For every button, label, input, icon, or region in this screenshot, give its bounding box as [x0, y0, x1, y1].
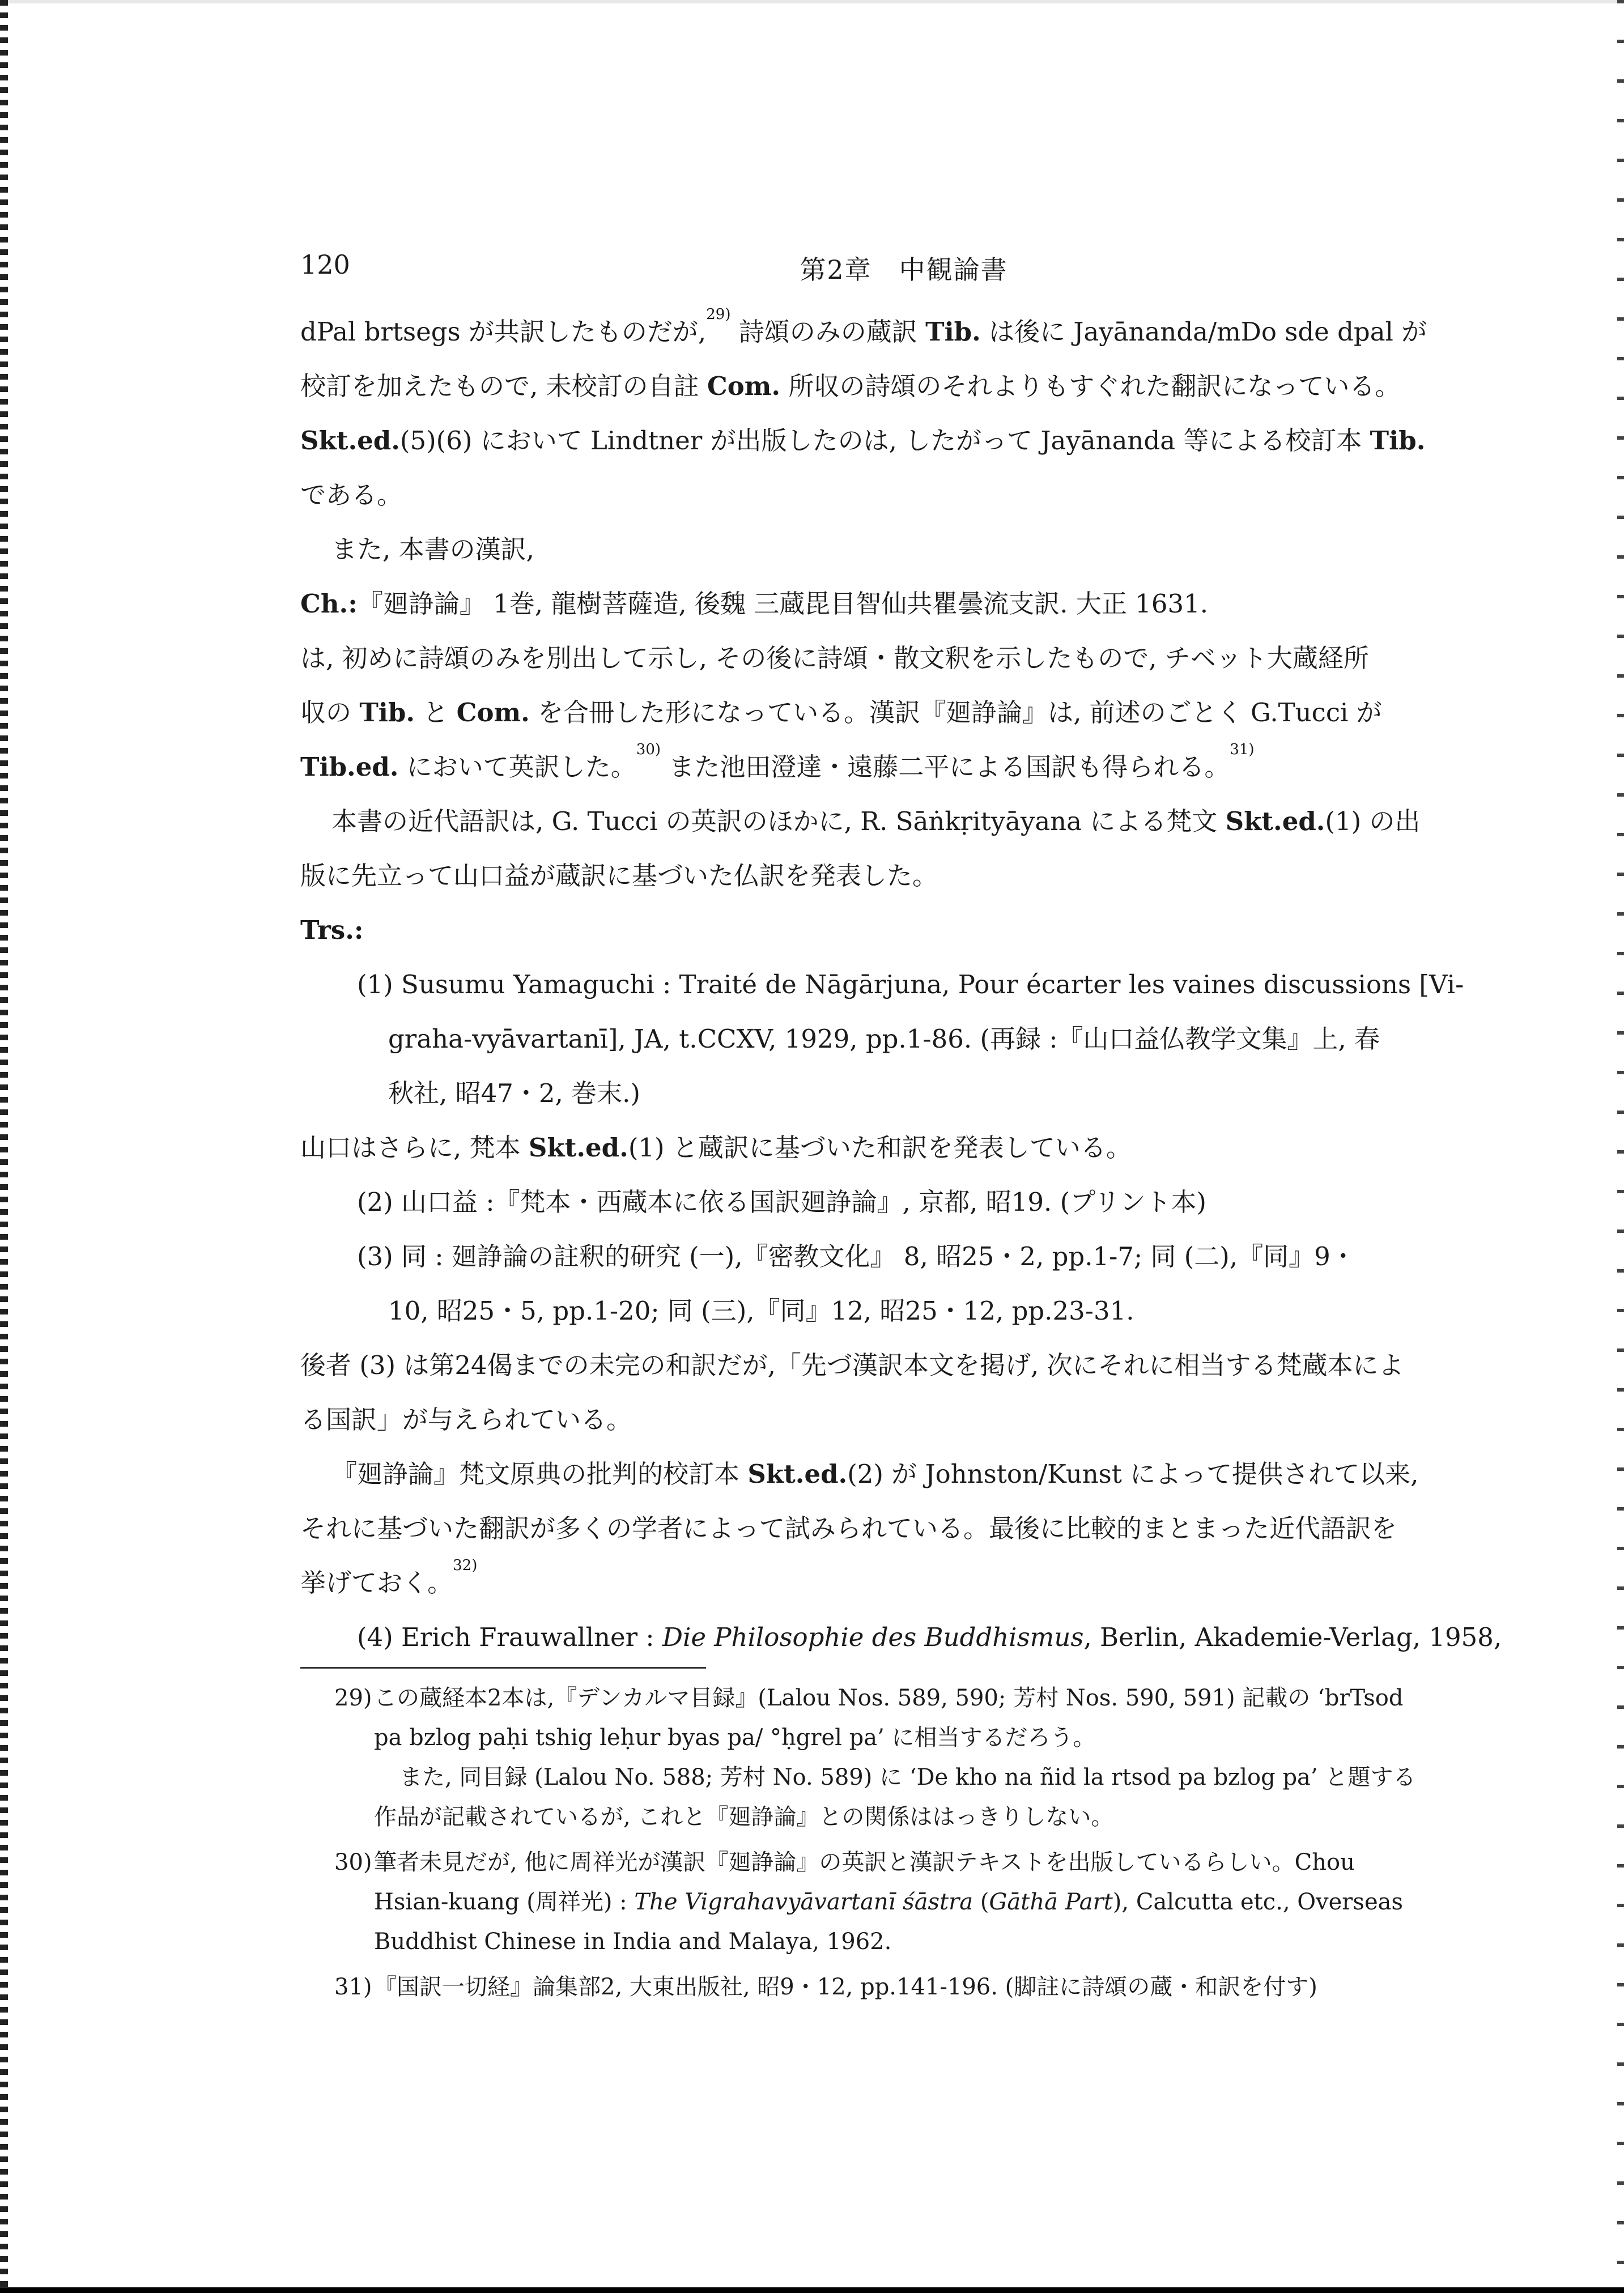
page-number: 120 — [300, 249, 350, 280]
scan-bottom-edge — [0, 2287, 1624, 2293]
text-run: 本書の近代語訳は, G. Tucci の英訳のほかに, R. Sāṅkṛityāyana による梵文 — [331, 806, 1226, 836]
footnotes — [334, 1678, 1507, 2013]
text-line: は, 初めに詩頌のみを別出して示し, その後に詩頌・散文釈を示したもので, チベット大蔵経所 — [300, 643, 1369, 673]
abbrev-tib: Tib. — [1370, 426, 1426, 456]
footnote-line: 作品が記載されているが, これと『廻諍論』との関係ははっきりしない。 — [374, 1804, 1114, 1830]
footnote-number: 29) — [334, 1685, 372, 1711]
footnote-number: 31) — [334, 1974, 372, 2000]
text-line — [300, 686, 1507, 740]
footnote-number: 30) — [334, 1849, 372, 1875]
text-run: (5)(6) において Lindtner が出版したのは, したがって Jayānanda 等による校訂本 — [399, 426, 1370, 456]
text-run: は後に Jayānanda/mDo sde dpal が — [980, 317, 1427, 347]
abbrev-com: Com. — [456, 697, 530, 728]
abbrev-trs: Trs.: — [300, 915, 364, 945]
translation-item-cont: graha-vyāvartanī], JA, t.CCXV, 1929, pp.1-86. (再録 :『山口益仏教学文集』上, 春 — [388, 1024, 1380, 1054]
text-run: 校訂を加えたもので, 未校訂の自註 — [300, 371, 707, 401]
scan-right-edge — [1617, 0, 1624, 2293]
page-header — [300, 249, 1507, 289]
chapter-title: 第2章 中観論書 — [800, 254, 1008, 285]
text-run: において英訳した。 — [398, 752, 636, 782]
footnote-ref: 31) — [1230, 741, 1255, 758]
text-run: (4) Erich Frauwallner : — [357, 1622, 662, 1652]
footnote-line: また, 同目録 (Lalou No. 588; 芳村 No. 589) に ‘De kho na ñid la rtsod pa bzlog pa’ と題する — [399, 1764, 1416, 1790]
text-line — [300, 794, 1507, 849]
translation-item-cont: 10, 昭25・5, pp.1-20; 同 (三),『同』12, 昭25・12, pp.23-31. — [388, 1296, 1134, 1326]
abbrev-skt-ed: Skt.ed. — [1225, 806, 1325, 836]
abbrev-tib-ed: Tib.ed. — [300, 752, 399, 782]
text-run: 『国訳一切経』論集部2, 大東出版社, 昭9・12, pp.141-196. (脚註に詩頌の蔵・和訳を付す) — [374, 1974, 1317, 2000]
text-run: と — [415, 697, 457, 728]
footnote-line: pa bzlog paḥi tshig leḥur byas pa/ °ḥgrel pa’ に相当するだろう。 — [374, 1725, 1096, 1751]
text-line — [300, 1121, 1507, 1175]
text-run: Hsian-kuang (周祥光) : — [374, 1889, 635, 1915]
text-line — [300, 305, 1507, 359]
text-run: 挙げておく。 — [300, 1568, 453, 1598]
footnote-ref: 30) — [636, 741, 661, 758]
footnote-separator — [300, 1667, 706, 1669]
text-line — [300, 359, 1507, 414]
page-top-shadow — [0, 0, 1624, 3]
text-run: dPal brtsegs が共訳したものだが, — [300, 317, 707, 347]
abbrev-tib: Tib. — [925, 317, 981, 347]
text-line — [300, 1556, 1507, 1610]
text-run: 『廻諍論』梵文原典の批判的校訂本 — [331, 1459, 748, 1489]
translation-item — [300, 1610, 1507, 1665]
text-line: 版に先立って山口益が蔵訳に基づいた仏訳を発表した。 — [300, 861, 938, 891]
text-line — [300, 1447, 1507, 1501]
text-run: 山口はさらに, 梵本 — [300, 1133, 529, 1163]
text-line: である。 — [300, 480, 403, 510]
translation-item-cont: 秋社, 昭47・2, 巻末.) — [388, 1078, 640, 1108]
text-run: 『廻諍論』 1巻, 龍樹菩薩造, 後魏 三蔵毘目智仙共瞿曇流支訳. 大正 1631. — [357, 589, 1209, 619]
text-line — [300, 577, 1507, 631]
text-run: ( — [973, 1889, 989, 1915]
translation-item: (1) Susumu Yamaguchi : Traité de Nāgārjuna, Pour écarter les vaines discussions [Vi- — [357, 969, 1464, 999]
text-line — [300, 740, 1507, 794]
footnote-line — [334, 1678, 1507, 1718]
trs-label — [300, 903, 1507, 958]
scan-left-edge — [0, 0, 8, 2293]
abbrev-skt-ed: Skt.ed. — [300, 426, 400, 456]
text-run: 筆者未見だが, 他に周祥光が漢訳『廻諍論』の英訳と漢訳テキストを出版しているらしい。Chou — [374, 1849, 1355, 1875]
text-run: 収の — [300, 697, 360, 728]
abbrev-com: Com. — [707, 371, 781, 401]
abbrev-skt-ed: Skt.ed. — [747, 1459, 848, 1489]
text-line: 後者 (3) は第24偈までの未完の和訳だが,「先づ漢訳本文を掲げ, 次にそれに相当する梵蔵本によ — [300, 1350, 1404, 1380]
text-run: , Berlin, Akademie-Verlag, 1958, — [1083, 1622, 1502, 1652]
text-line: る国訳」が与えられている。 — [300, 1405, 632, 1435]
translation-item: (2) 山口益 :『梵本・西蔵本に依る国訳廻諍論』, 京都, 昭19. (プリント本) — [357, 1187, 1206, 1217]
translation-item: (3) 同 : 廻諍論の註釈的研究 (一),『密教文化』 8, 昭25・2, pp.1-7; 同 (二),『同』9・ — [357, 1241, 1356, 1271]
book-title: The Vigrahavyāvartanī śāstra — [634, 1889, 973, 1915]
text-line: また, 本書の漢訳, — [331, 534, 534, 564]
abbrev-tib: Tib. — [359, 697, 415, 728]
text-run: (1) の出 — [1325, 806, 1421, 836]
footnote-line: Buddhist Chinese in India and Malaya, 1962. — [374, 1929, 892, 1955]
text-line: それに基づいた翻訳が多くの学者によって試みられている。最後に比較的まとまった近代語訳を — [300, 1513, 1397, 1543]
book-title: Die Philosophie des Buddhismus — [662, 1622, 1084, 1652]
text-run: この蔵経本2本は,『デンカルマ目録』(Lalou Nos. 589, 590; 芳村 Nos. 590, 591) 記載の ‘brTsod — [374, 1685, 1404, 1711]
text-line — [300, 414, 1507, 468]
footnote-31 — [334, 1967, 1507, 2007]
footnote-30 — [334, 1843, 1507, 1962]
text-run: また池田澄達・遠藤二平による国訳も得られる。 — [661, 752, 1230, 782]
abbrev-skt-ed: Skt.ed. — [528, 1133, 628, 1163]
text-run: ), Calcutta etc., Overseas — [1112, 1889, 1404, 1915]
footnote-line — [334, 1882, 1507, 1922]
book-subtitle: Gāthā Part — [989, 1889, 1113, 1915]
text-run: (2) が Johnston/Kunst によって提供されて以来, — [847, 1459, 1419, 1489]
footnote-ref: 32) — [453, 1557, 478, 1574]
text-run: (1) と蔵訳に基づいた和訳を発表している。 — [628, 1133, 1132, 1163]
text-run: を合冊した形になっている。漢訳『廻諍論』は, 前述のごとく G.Tucci が — [529, 697, 1382, 728]
abbrev-ch: Ch.: — [300, 589, 358, 619]
text-run: 所収の詩頌のそれよりもすぐれた翻訳になっている。 — [780, 371, 1401, 401]
main-text — [300, 305, 1507, 1665]
footnote-29 — [334, 1678, 1507, 1837]
text-run: 詩頌のみの蔵訳 — [730, 317, 926, 347]
footnote-line — [334, 1843, 1507, 1882]
footnote-line — [334, 1967, 1507, 2007]
footnote-ref: 29) — [706, 306, 731, 323]
